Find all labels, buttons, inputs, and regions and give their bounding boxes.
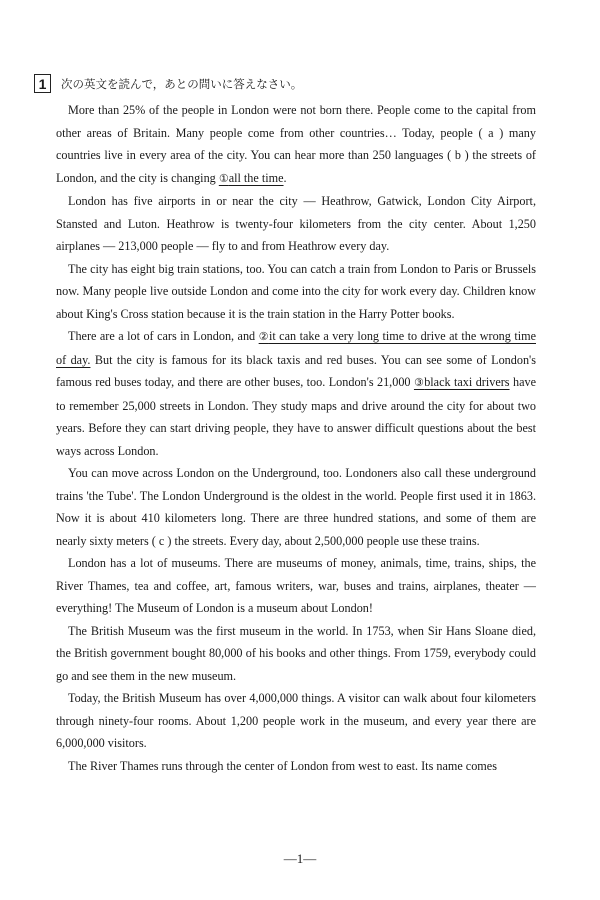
paragraph-1 [56,99,536,190]
paragraph-9 [56,755,536,778]
paragraph-6-text: London has a lot of museums. There are museums of money, animals, time, trains, ships, the River Thames, tea and coffee, art, famous writers, war, buses and trains, airplanes, theater — everything! The Museum of London is a museum about London! [56,556,536,615]
paragraph-1-text: More than 25% of the people in London were not born there. People come to the capital from other areas of Britain. Many people come from other countries… Today, people ( a ) many countries live in every area of the city. You can hear more than 250 languages ( b ) the streets of London, and the city is changing [56,103,536,185]
paragraph-8 [56,687,536,755]
paragraph-8-text: Today, the British Museum has over 4,000,000 things. A visitor can walk about four kilometers through ninety-four rooms. About 1,200 people work in the museum, and every year there are 6,000,000 visitors. [56,691,536,750]
question-instruction: 次の英文を読んで，あとの問いに答えなさい。 [61,76,303,91]
ref-marker-2: ② [258,330,269,343]
ref-marker-3: ③ [413,376,425,389]
paragraph-1-end: . [283,170,287,185]
paragraph-4-text-c: have to remember 25,000 streets in London. They study maps and drive around the city for about two years. Before they can start driving people, they have to answer difficult questions about the best ways across London. [56,375,536,458]
paragraph-5-text: You can move across London on the Underground, too. Londoners also call these underground trains 'the Tube'. The London Underground is the oldest in the world. People first used it in 1863. Now it is about 410 kilometers long. There are three hundred stations, and some of them are nearly sixty meters ( c ) the streets. Every day, about 2,500,000 people use these trains. [56,466,536,548]
paragraph-3 [56,258,536,326]
paragraph-7-text: The British Museum was the first museum in the world. In 1753, when Sir Hans Sloane died, the British government bought 80,000 of his books and other things. From 1759, everybody could go and see them in the new museum. [56,623,536,683]
paragraph-6 [56,552,536,620]
underline-3-text: black taxi drivers [424,375,510,389]
paragraph-2 [56,190,536,258]
underline-1 [219,171,284,185]
paragraph-4-text-b: But the city is famous for its black taxis and red buses. You can see some of London's famous red buses today, and there are other buses, too. London's 21,000 [56,352,536,389]
paragraph-4 [56,325,536,462]
ref-marker-1: ① [218,171,229,185]
underline-1-text: all the time [228,170,284,185]
paragraph-3-text: The city has eight big train stations, too. You can catch a train from London to Paris or Brussels now. Many people live outside London and come into the city for work every day. Children know about King's Cross station because it is the train station in the Harry Potter books. [56,261,536,321]
paragraph-9-text: The River Thames runs through the center of London from west to east. Its name comes [68,758,497,773]
paragraph-2-text: London has five airports in or near the city — Heathrow, Gatwick, London City Airport, Stansted and Luton. Heathrow is twenty-four kilometers from the city center. About 1,250 airplanes — 213,000 people — fly to and from Heathrow every day. [56,194,536,253]
passage [56,99,536,777]
paragraph-4-text-a: There are a lot of cars in London, and [68,329,259,343]
underline-3 [414,375,510,389]
paragraph-7 [56,620,536,688]
paragraph-5 [56,462,536,552]
question-number-box: 1 [34,74,51,93]
underline-2-text: it can take a very long time to drive at the wrong time of day. [56,329,536,367]
question-header [34,74,302,93]
page-number: —1— [283,851,317,866]
